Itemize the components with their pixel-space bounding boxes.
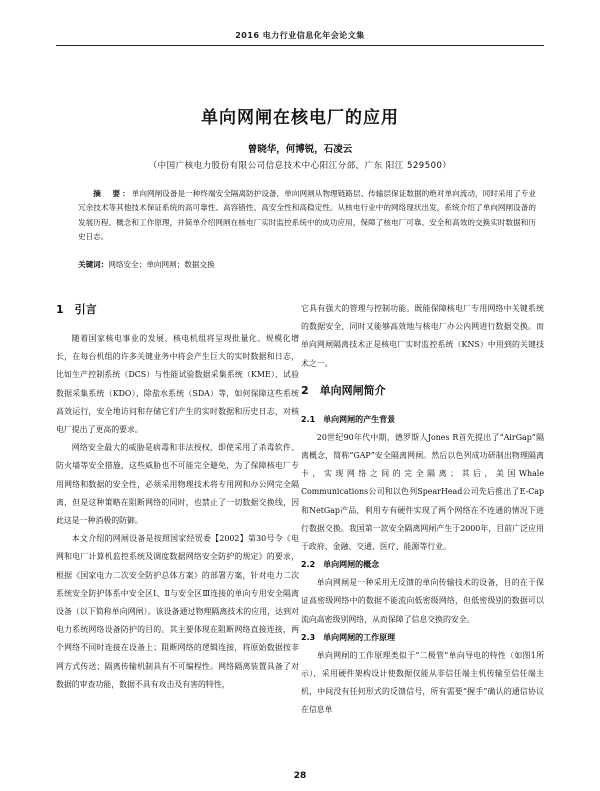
page-number: 28 <box>293 771 307 781</box>
paper-title: 单向网闸在核电厂的应用 <box>201 108 399 128</box>
abstract-text: 单向网闸设备是一种终端安全隔离防护设备，单向网闸从物理链路层、传输层保证数据的绝对单向流动，同时采用了专业冗余技术等其他技术保证系统的高可靠性、高容错性、高安全性和高稳定性。从核电行业中的网络现状出发，系统介绍了单向网闸设备的发展历程、概念和工作原理，并简单介绍网闸在核电厂实时监控系统中的成功应用，保障了核电厂可靠、安全和高效的交换实时数据和历史日志。 <box>78 189 536 241</box>
section-2-heading: 2 单向网闸简介 <box>301 383 386 397</box>
abstract-label: 摘 要： <box>93 189 132 198</box>
right-column <box>301 300 544 720</box>
subsection-2-2-heading: 2.2 单向网闸的概念 <box>301 560 380 570</box>
affiliation: （中国广核电力股份有限公司信息技术中心阳江分部，广东 阳江 529500） <box>148 161 452 171</box>
section-1-heading: 1 引言 <box>56 303 97 316</box>
subsection-2-1-heading: 2.1 单向网闸的产生背景 <box>301 414 396 424</box>
paragraph-continued: 它具有强大的管理与控制功能。既能保障核电厂专用网络中关键系统的数据安全，同时又能够高效地与核电厂办公内网进行数据交换。而单向网闸隔离技术正是核电厂实时监控系统（KNS）中用到的关键技术之一。 <box>301 304 544 368</box>
paragraph: 随着国家核电事业的发展，核电机组将呈现批量化、规模化增长，在每台机组的许多关键业务中将会产生巨大的实时数据和日志，比如生产控制系统（DCS）与性能试验数据采集系统（KME）、试验数据采集系统（KDO）、除盐水系统（SDA）等，如何保障这些系统高效运行，安全地访问和存储它们产生的实时数据和历史日志，对核电厂提出了更高的要求。 <box>56 334 299 435</box>
authors: 曾晓华，何博锐，石凌云 <box>247 144 353 155</box>
keywords-text: 网络安全；单向网闸；数据交换 <box>108 260 215 269</box>
running-header: 2016 电力行业信息化年会论文集 <box>235 31 365 40</box>
paragraph: 本文介绍的网闸设备是按照国家经贸委【2002】第30号令《电网和电厂计算机监控系统及调度数据网络安全防护的规定》的要求，根据《国家电力二次安全防护总体方案》的部署方案，针对电力二次系统安全防护体系中安全区Ⅰ、Ⅱ与安全区Ⅲ连接的单向专用安全隔离设备（以下简称单向网闸）。该设备通过物理隔离技术的应用，达到对电力系统网络设备防护的目的。其主要体现在阻断网络直接连接，两个网络不同时连接在设备上；阻断网络的逻辑连接，将原始数据按非网方式传送；隔离传输机制具有不可编程性。网络隔离装置具备了对数据的审查功能，数据不具有攻击及有害的特性， <box>56 534 299 689</box>
paragraph: 单向网闸是一种采用无反馈的单向传输技术的设备，目的在于保证高密级网络中的数据不能流向低密级网络，但低密级别的数据可以流向高密级别网络，从而保障了信息交换的安全。 <box>301 578 544 624</box>
paragraph: 20世纪90年代中期，德罗斯人Jones R首先提出了“AirGap”隔离概念，简称“GAP”安全隔离网闸。然后以色列成功研制出物理隔离卡，实现网络之间的完全隔离；其后，美国Whale Communications公司和以色列SpearHead公司先后推出了E-Cap和NetGap产品，利用专有硬件实现了两个网络在不连通的情况下进行数据交换。我国第一款安全隔离网闸产生于2000年，目前广泛应用于政府、金融、交通、医疗、能源等行业。 <box>301 432 544 552</box>
abstract <box>78 187 536 244</box>
left-column <box>56 300 299 694</box>
keywords <box>78 258 536 272</box>
paragraph: 单向网闸的工作原理类似于“二极管”单向导电的特性（如图1所示），采用硬件架构设计使数据仅能从非信任端主机传输至信任端主机，中间没有任何形式的反馈信号，所有需要“握手”确认的通信协议在信息单 <box>301 650 544 715</box>
keywords-label: 关键词： <box>78 260 109 269</box>
subsection-2-3-heading: 2.3 单向网闸的工作原理 <box>301 632 396 642</box>
paragraph: 网络安全最大的威胁是病毒和非法授权，即使采用了杀毒软件、防火墙等安全措施，这些威胁也不可能完全避免，为了保障核电厂专用网络和数据的安全性，必须采用物理技术将专用网和办公网完全隔离，但是这种策略在阻断网络的同时，也禁止了一切数据交换线，因此这是一种消极的防御。 <box>56 443 299 526</box>
header-rule <box>56 45 544 46</box>
